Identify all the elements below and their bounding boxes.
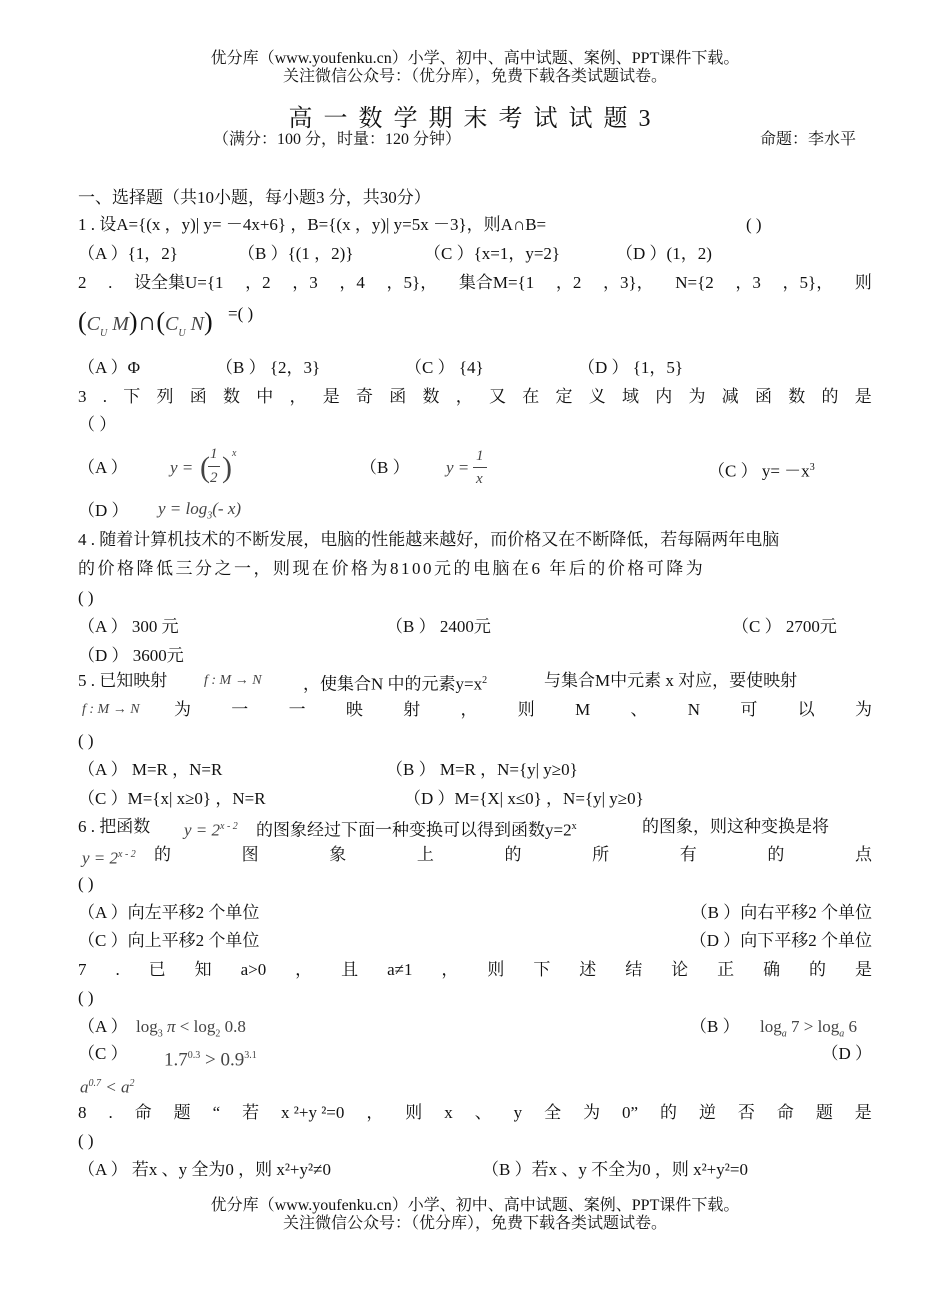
- header-line-2: 关注微信公众号：（优分库），免费下载各类试题试卷。: [282, 68, 667, 85]
- q7-option-b-expr: $\log_a 7 > \log_a 6$: [760, 1017, 858, 1040]
- q7-word: ，: [441, 960, 459, 979]
- q4-option-b: （B ） 2400元: [386, 617, 491, 636]
- q4-option-d: （D ） 3600元: [78, 646, 184, 665]
- q2-expression-line: [78, 306, 872, 340]
- page-title: 高一数学期末考试试题3: [288, 106, 662, 132]
- q7-word: a>0: [240, 960, 267, 979]
- q2-word: ，2: [245, 273, 271, 292]
- q3-word: 函: [389, 387, 407, 406]
- q6-word: 上: [416, 845, 434, 864]
- q1-option-c: （C ）{x=1，y=2}: [424, 244, 561, 263]
- q8-word: 命: [134, 1103, 152, 1122]
- q8-word: 题: [173, 1103, 191, 1122]
- q3-word: ，: [455, 387, 473, 406]
- q7-word: .: [115, 960, 120, 979]
- q6-fx-2: $y = 2^{x - 2}$: [82, 848, 136, 868]
- q2-word: ，5}，: [386, 273, 438, 292]
- q6-options-cd: [78, 929, 872, 953]
- q3-word: 是: [322, 387, 340, 406]
- q3-option-b: （B ）: [360, 458, 410, 477]
- q5-option-b: （B ） M=R ，N={y| y≥0}: [386, 760, 578, 779]
- q3-word: 奇: [356, 387, 373, 406]
- q7-option-d-expr: $a^{0.7} < a^2$: [80, 1077, 135, 1097]
- q8-option-b: （B ）若x 、y 不全为0 ，则 x²+y²=0: [482, 1160, 748, 1179]
- q5-word: ，: [460, 700, 478, 719]
- q8-word: 否: [737, 1103, 755, 1122]
- q7-word: 结: [625, 960, 643, 979]
- q7-option-d: （D ）: [821, 1044, 872, 1063]
- q7-word: 则: [487, 960, 505, 979]
- q3-word: 为: [688, 387, 706, 406]
- q7-word: 已: [148, 960, 166, 979]
- q8-word: 8: [78, 1103, 87, 1122]
- q7-word: 知: [194, 960, 212, 979]
- q8-word: 若: [242, 1103, 260, 1122]
- q5-word: M: [575, 700, 591, 719]
- q7-option-c-expr: $1.7^{0.3} > 0.9^{3.1}$: [164, 1049, 257, 1071]
- q8-word: 的: [660, 1103, 678, 1122]
- header-line-1: 优分库（www.youfenku.cn）小学、初中、高中试题、案例、PPT课件下载。: [210, 50, 740, 67]
- q6-word: 的: [154, 845, 171, 864]
- q7-word: 的: [809, 960, 827, 979]
- q7-word: 论: [671, 960, 689, 979]
- q8-word: 命: [776, 1103, 794, 1122]
- q6-word: 象: [329, 845, 347, 864]
- q5-word: 以: [797, 700, 815, 719]
- q2-word: 集合M={1: [458, 273, 535, 292]
- q5-stem-b: ，使集合N 中的元素$y=x^2$: [303, 674, 488, 694]
- q7-word: 且: [341, 960, 359, 979]
- q5-word: 为: [174, 700, 191, 719]
- q3-word: 数: [223, 387, 240, 406]
- q6-stem-c: 的图象，则这种变换是将: [642, 817, 829, 836]
- q8-word: 、: [474, 1103, 492, 1122]
- q1-option-a: （A ）{1，2}: [78, 244, 178, 263]
- q3-option-c: （C ） $y= -x^3$: [708, 461, 815, 481]
- q5-option-d: （D ）M={X| x≤0} ，N={y| y≥0}: [404, 789, 644, 808]
- q5-option-a: （A ） M=R ，N=R: [78, 760, 223, 779]
- q8-options: [78, 1158, 872, 1182]
- q6-stem-b: 的图象经过下面一种变换可以得到函数$y=2^x$: [256, 820, 577, 840]
- q3-word: 中: [256, 387, 274, 406]
- q5-word: 映: [345, 700, 363, 719]
- q5-word: 射: [403, 700, 421, 719]
- q6-word: 的: [767, 845, 785, 864]
- q3-paren: （ ）: [78, 415, 117, 434]
- q8-word: x: [444, 1103, 453, 1122]
- q8-word: 全: [544, 1103, 562, 1122]
- q3-word: 函: [189, 387, 207, 406]
- q3-option-a: （A ）: [78, 458, 128, 477]
- q7-option-a-expr: $\log_3 \pi < \log_2 0.8$: [136, 1017, 246, 1040]
- q8-word: 是: [854, 1103, 872, 1122]
- q6-word: 的: [504, 845, 522, 864]
- q3-word: 义: [588, 387, 606, 406]
- q6-option-a: （A ）向左平移2 个单位: [78, 903, 260, 922]
- q3-word: 下: [123, 387, 141, 406]
- q3-word: 数: [788, 387, 806, 406]
- q2-word: ，2: [555, 273, 582, 292]
- author: 命题：李水平: [760, 131, 857, 148]
- q3-word: 又: [489, 387, 506, 406]
- q6-line-2: [78, 843, 872, 867]
- q4-option-c: （C ） 2700元: [732, 617, 837, 636]
- q8-word: 题: [815, 1103, 833, 1122]
- q3-word: 域: [622, 387, 639, 406]
- q5-word: 一: [288, 700, 306, 719]
- q4-paren: ( ): [78, 588, 94, 607]
- q8-word: y: [513, 1103, 523, 1122]
- q2-option-d: （D ） {1，5}: [578, 358, 684, 377]
- question-2: [78, 271, 872, 295]
- q8-word: 则: [405, 1103, 423, 1122]
- q6-option-c: （C ）向上平移2 个单位: [78, 931, 260, 950]
- q3-word: 函: [755, 387, 772, 406]
- q1-stem: 1 . 设A={(x ，y)| y= －4x+6} ，B={(x ，y)| y=5x －3}，则A∩B=: [78, 215, 547, 234]
- q2-expr: ($C_U$ $M)\cap(C_U$ N): [78, 307, 213, 340]
- q8-word: x ²+y ²=0: [281, 1103, 345, 1122]
- score-time: （满分：100 分，时量：120 分钟）: [213, 131, 462, 148]
- q5-options-cd: [78, 787, 872, 811]
- q4-options-abc: [78, 615, 872, 639]
- q7-word: 述: [579, 960, 597, 979]
- q2-word: ，3}，: [602, 273, 654, 292]
- q6-fx: $y = 2^{x - 2}$: [184, 820, 238, 840]
- q1-options: [78, 242, 872, 266]
- q7-word: 正: [717, 960, 735, 979]
- q4-option-a: （A ） 300 元: [78, 617, 179, 636]
- q8-word: ，: [366, 1103, 384, 1122]
- q2-word: 设全集U={1: [134, 273, 224, 292]
- q6-stem-a: 6 . 把函数: [78, 817, 151, 836]
- q5-map: f : M → N: [204, 673, 262, 688]
- q5-options-ab: [78, 758, 872, 782]
- q3-option-d-expr: $y = \log_3(-$ x): [158, 499, 242, 522]
- q5-word: N: [687, 700, 701, 719]
- q7-option-a: （A ）: [78, 1017, 128, 1036]
- q6-word: 点: [855, 845, 872, 864]
- q8-word: 0”: [622, 1103, 639, 1122]
- q3-word: 在: [522, 387, 540, 406]
- q8-word: 为: [583, 1103, 601, 1122]
- q3-word: 列: [156, 387, 174, 406]
- q7-option-c: （C ）: [78, 1044, 128, 1063]
- q2-word: ，4: [339, 273, 365, 292]
- q3-option-d-line: [78, 499, 872, 523]
- question-1: [78, 213, 872, 237]
- q2-tail: =( ): [228, 304, 254, 323]
- q6-option-b: （B ）向右平移2 个单位: [690, 903, 872, 922]
- q5-stem-a: 5 . 已知映射: [78, 671, 168, 690]
- q8-paren: ( ): [78, 1131, 94, 1150]
- q7-paren: ( ): [78, 988, 94, 1007]
- q6-option-d: （D ）向下平移2 个单位: [689, 931, 872, 950]
- q2-word: ，3: [735, 273, 761, 292]
- q6-word: 有: [679, 845, 697, 864]
- q5-option-c: （C ）M={x| x≥0} ，N=R: [78, 789, 266, 808]
- q2-word: .: [108, 273, 113, 292]
- q7-word: 7: [78, 960, 87, 979]
- question-5: [78, 669, 872, 693]
- q6-paren: ( ): [78, 874, 94, 893]
- footer-line-2: 关注微信公众号：（优分库），免费下载各类试题试卷。: [282, 1215, 667, 1232]
- q8-word: 逆: [698, 1103, 716, 1122]
- q7-option-d-expr-line: [78, 1072, 872, 1096]
- q2-word: ，3: [292, 273, 318, 292]
- q5-word: 、: [630, 700, 648, 719]
- q4-line-2: 的价格降低三分之一，则现在价格为8100元的电脑在6 年后的价格可降为: [78, 559, 706, 578]
- section-title: 一、选择题（共10小题，每小题3 分，共30分）: [78, 188, 431, 207]
- q6-word: 图: [241, 845, 259, 864]
- q2-options: [78, 356, 872, 380]
- q2-word: N={2: [675, 273, 714, 292]
- q5-paren: ( ): [78, 731, 94, 750]
- q2-word: 则: [854, 273, 872, 292]
- q2-option-c: （C ） {4}: [405, 358, 484, 377]
- question-7: [78, 958, 872, 982]
- q8-option-a: （A ） 若x 、y 全为0 ，则 x²+y²≠0: [78, 1160, 331, 1179]
- q7-word: 下: [533, 960, 551, 979]
- q7-options-cd: [78, 1042, 872, 1071]
- question-3: [78, 385, 872, 409]
- q3-word: 是: [854, 387, 872, 406]
- q7-word: 是: [854, 960, 872, 979]
- q5-word: 一: [231, 700, 249, 719]
- q5-word: 则: [517, 700, 535, 719]
- q5-stem-c: 与集合M中元素 x 对应，要使映射: [544, 671, 798, 690]
- q7-word: 确: [763, 960, 781, 979]
- q7-option-b: （B ）: [690, 1017, 740, 1036]
- q3-options-abc: （A ） y = ( 1 2 ) x （B ） y = 1 x （C ） $y= -x^3$: [78, 446, 815, 487]
- q3-word: 内: [655, 387, 673, 406]
- q5-word: 为: [854, 700, 872, 719]
- q3-word: 数: [422, 387, 440, 406]
- q3-word: 减: [721, 387, 739, 406]
- question-8: [78, 1101, 872, 1125]
- footer-line-1: 优分库（www.youfenku.cn）小学、初中、高中试题、案例、PPT课件下载。: [210, 1197, 740, 1214]
- q3-word: 定: [555, 387, 573, 406]
- q3-word: 的: [821, 387, 839, 406]
- q6-word: 所: [592, 845, 610, 864]
- q7-word: ，: [295, 960, 313, 979]
- q3-word: ，: [289, 387, 307, 406]
- q2-word: 2: [78, 273, 87, 292]
- q7-word: a≠1: [387, 960, 413, 979]
- q1-option-b: （B ）{(1 ，2)}: [238, 244, 354, 263]
- q2-word: ，5}，: [782, 273, 834, 292]
- q8-word: “: [212, 1103, 221, 1122]
- q3-option-d: （D ）: [78, 501, 129, 520]
- question-6: [78, 815, 872, 839]
- q8-word: .: [108, 1103, 113, 1122]
- q2-option-b: （B ） {2，3}: [216, 358, 321, 377]
- q7-options-ab: [78, 1015, 872, 1039]
- q3-word: 3: [78, 387, 87, 406]
- q5-word: 可: [740, 700, 758, 719]
- q5-map-2: f : M → N: [82, 702, 140, 717]
- q1-option-d: （D ）(1，2): [616, 244, 712, 263]
- q5-line-2: [78, 698, 872, 722]
- q2-option-a: （A ）Φ: [78, 358, 141, 377]
- q3-word: .: [102, 387, 107, 406]
- q4-line-1: 4 . 随着计算机技术的不断发展，电脑的性能越来越好，而价格又在不断降低，若每隔两年电脑: [78, 530, 780, 549]
- q1-paren: ( ): [746, 215, 762, 234]
- q6-options-ab: [78, 901, 872, 925]
